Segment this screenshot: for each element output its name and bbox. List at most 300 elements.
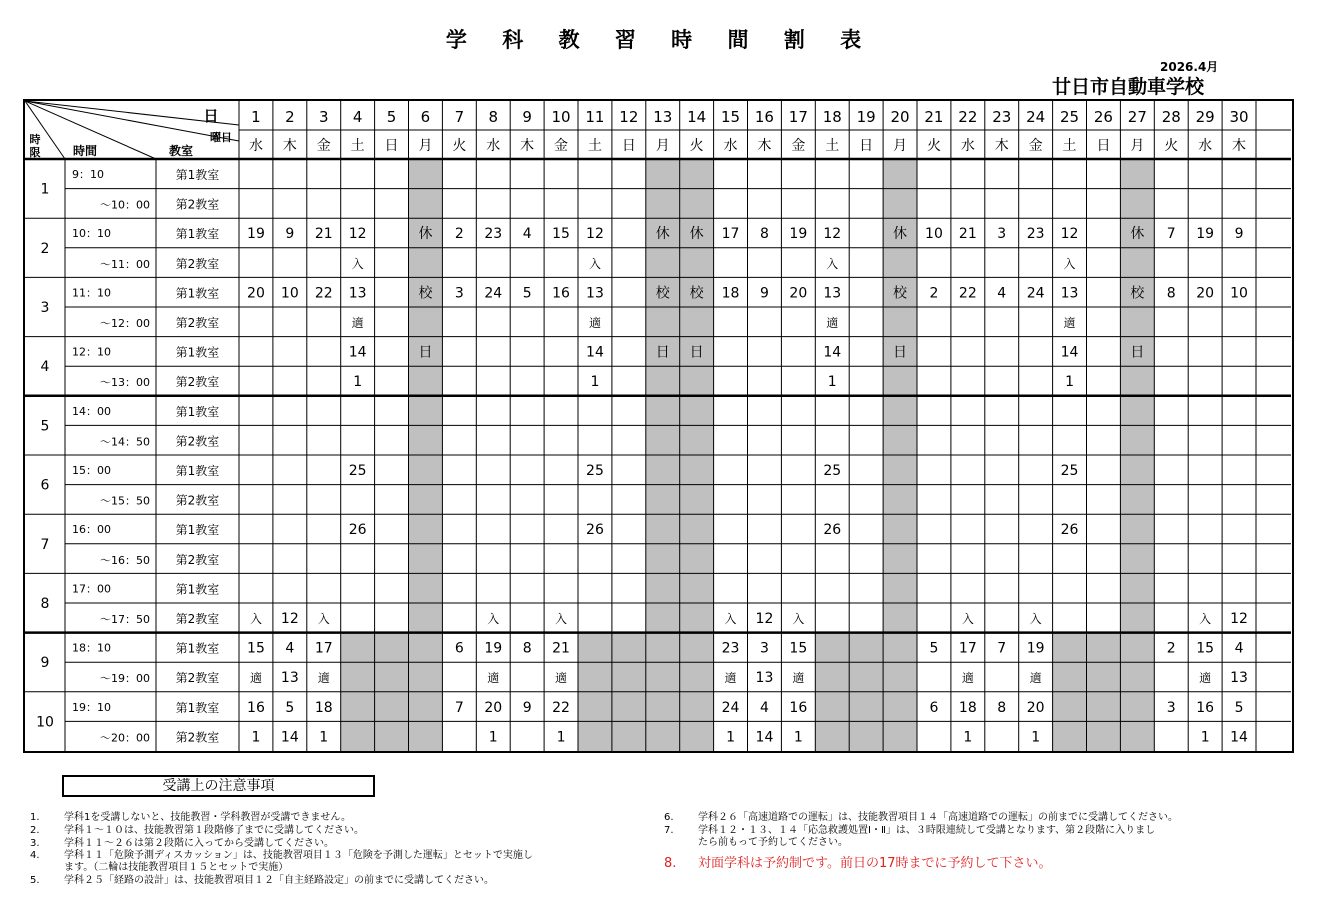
day-number: 9 — [522, 108, 532, 126]
note-number: 2. — [30, 824, 40, 836]
schedule-cell: 3 — [454, 285, 464, 302]
schedule-cell: 4 — [997, 285, 1007, 302]
schedule-cell: 10 — [280, 285, 299, 302]
schedule-cell: 21 — [314, 226, 333, 243]
note-item — [30, 825, 364, 837]
weekday-label: 木 — [1232, 138, 1247, 154]
weekday-label: 金 — [316, 138, 331, 154]
schedule-cell: 適 — [724, 671, 737, 686]
schedule-cell: 18 — [721, 285, 740, 302]
room-label: 第1教室 — [175, 345, 220, 360]
schedule-cell: 10 — [1230, 285, 1248, 302]
schedule-cell: 14 — [823, 344, 842, 361]
day-number: 20 — [890, 108, 910, 126]
note-number: 1. — [30, 812, 40, 823]
schedule-cell: 14 — [1230, 729, 1248, 746]
schedule-cell: 校 — [418, 285, 433, 302]
timetable-grid — [23, 99, 1294, 753]
weekday-label: 火 — [689, 138, 704, 154]
period-end-time: ～15：50 — [100, 494, 150, 508]
schedule-cell: 3 — [997, 226, 1007, 243]
room-label: 第2教室 — [175, 552, 220, 567]
schedule-cell: 16 — [789, 699, 808, 716]
schedule-cell: 適 — [249, 671, 262, 686]
day-number: 5 — [386, 108, 397, 126]
period-end-time: ～13：00 — [100, 376, 150, 390]
schedule-cell: 適 — [792, 671, 805, 686]
schedule-cell: 10 — [925, 226, 943, 243]
day-number: 28 — [1161, 108, 1181, 126]
day-number: 10 — [551, 108, 571, 126]
schedule-cell: 7 — [454, 699, 464, 716]
day-number: 18 — [822, 108, 842, 126]
weekday-label: 日 — [1096, 138, 1111, 154]
schedule-cell: 5 — [285, 699, 295, 716]
schedule-cell: 19 — [789, 226, 808, 243]
day-number: 22 — [958, 108, 978, 126]
schedule-cell: 13 — [823, 285, 842, 302]
period-end-time: ～12：00 — [100, 317, 150, 330]
note-reservation — [664, 856, 1052, 871]
schedule-cell: 24 — [484, 285, 503, 302]
schedule-cell: 14 — [1060, 344, 1079, 361]
day-number: 7 — [454, 108, 465, 126]
period-start-time: 12：10 — [72, 345, 111, 359]
schedule-cell: 24 — [1026, 285, 1045, 302]
schedule-cell: 23 — [1026, 226, 1045, 243]
room-label: 第2教室 — [175, 671, 220, 686]
weekday-label: 水 — [1198, 138, 1213, 154]
schedule-cell: 校 — [689, 285, 704, 302]
note-text: 対面学科は予約制です。前日の17時までに予約して下さい。 — [698, 856, 1052, 871]
schedule-cell: 1 — [726, 729, 736, 746]
weekday-label: 金 — [1028, 138, 1043, 154]
schedule-cell: 4 — [285, 640, 295, 657]
schedule-cell: 適 — [961, 671, 974, 686]
room-label: 第2教室 — [175, 197, 220, 212]
schedule-cell: 適 — [1029, 671, 1042, 686]
period-end-time: ～20：00 — [100, 731, 150, 745]
period-number: 3 — [40, 300, 50, 316]
schedule-cell: 25 — [348, 463, 367, 479]
note-number: 7. — [664, 824, 674, 836]
note-text: 学科２６「高速道路での運転」は、技能教習項目１４「高速道路での運転」の前までに受講してください。 — [698, 812, 1178, 823]
schedule-cell: 13 — [348, 285, 367, 302]
schedule-cell: 7 — [997, 640, 1007, 657]
day-number: 14 — [687, 108, 707, 126]
schedule-cell: 13 — [586, 285, 604, 302]
room-label: 第2教室 — [175, 434, 220, 449]
schedule-cell: 21 — [552, 640, 570, 657]
schedule-cell: 24 — [721, 699, 740, 716]
schedule-cell: 19 — [484, 640, 503, 657]
period-end-time: ～16：50 — [100, 553, 150, 567]
period-number: 9 — [40, 655, 50, 672]
note-text: 学科1を受講しないと、技能教習・学科教習が受講できません。 — [64, 812, 351, 823]
room-label: 第1教室 — [175, 404, 220, 419]
schedule-cell: 1 — [1065, 374, 1075, 391]
schedule-cell: 1 — [827, 374, 837, 391]
day-number: 15 — [721, 108, 741, 126]
period-number: 8 — [40, 596, 50, 612]
room-label: 第1教室 — [175, 523, 220, 538]
day-number: 3 — [318, 108, 329, 126]
schedule-cell: 1 — [319, 729, 329, 746]
schedule-cell: 22 — [314, 285, 333, 302]
schedule-cell: 4 — [759, 699, 769, 716]
schedule-cell: 19 — [247, 226, 265, 243]
schedule-cell: 15 — [247, 640, 265, 657]
period-start-time: 17：00 — [72, 582, 111, 596]
weekday-label: 月 — [893, 138, 908, 154]
note-item — [30, 812, 351, 824]
schedule-cell: 17 — [958, 640, 977, 657]
schedule-cell: 19 — [1026, 640, 1045, 657]
room-label: 第2教室 — [175, 730, 220, 745]
schedule-cell: 5 — [1234, 699, 1244, 716]
schedule-cell: 入 — [487, 612, 500, 626]
schedule-cell: 1 — [963, 729, 973, 746]
period-number: 10 — [36, 714, 54, 731]
schedule-cell: 適 — [1199, 671, 1212, 686]
weekday-label: 土 — [350, 138, 365, 154]
schedule-cell: 20 — [1196, 285, 1215, 302]
schedule-cell: 2 — [454, 226, 464, 243]
day-number: 17 — [788, 108, 808, 126]
period-number: 1 — [40, 181, 50, 198]
schedule-cell: 12 — [823, 226, 842, 243]
schedule-cell: 17 — [314, 640, 333, 657]
schedule-cell: 26 — [348, 522, 367, 539]
day-number: 12 — [619, 108, 639, 126]
room-label: 第1教室 — [175, 582, 220, 597]
schedule-cell: 25 — [1060, 463, 1079, 479]
schedule-cell: 13 — [280, 670, 299, 687]
schedule-cell: 4 — [1234, 640, 1244, 657]
weekday-label: 土 — [1062, 138, 1077, 154]
weekday-label: 火 — [1164, 138, 1179, 154]
school-name: 廿日市自動車学校 — [1052, 76, 1205, 98]
weekday-label: 木 — [282, 138, 297, 154]
note-line — [30, 812, 351, 824]
day-number: 26 — [1093, 108, 1113, 126]
day-number: 6 — [420, 108, 431, 126]
schedule-cell: 適 — [487, 671, 500, 686]
note-number: 5. — [30, 875, 40, 887]
schedule-cell: 休 — [893, 226, 908, 243]
period-number: 5 — [40, 418, 50, 435]
schedule-cell: 26 — [586, 522, 604, 539]
day-number: 25 — [1060, 108, 1080, 126]
schedule-cell: 12 — [1060, 226, 1079, 243]
notice-title: 受講上の注意事項 — [62, 775, 375, 797]
note-item — [30, 850, 533, 874]
period-number: 2 — [40, 240, 50, 257]
weekday-label: 水 — [960, 138, 975, 154]
day-number: 11 — [585, 108, 605, 126]
schedule-cell: 2 — [929, 285, 939, 302]
note-text: たら前もって予約してください。 — [698, 836, 848, 848]
schedule-cell: 休 — [689, 226, 704, 243]
weekday-label: 月 — [655, 138, 670, 154]
schedule-cell: 13 — [1060, 285, 1079, 302]
schedule-cell: 26 — [823, 522, 842, 539]
schedule-cell: 5 — [522, 285, 532, 302]
schedule-cell: 日 — [1130, 344, 1145, 361]
weekday-label: 火 — [926, 138, 941, 154]
schedule-cell: 22 — [958, 285, 977, 302]
schedule-cell: 13 — [755, 670, 774, 687]
period-end-time: ～11：00 — [100, 257, 150, 271]
schedule-cell: 適 — [317, 671, 330, 686]
time-header-label: 時間 — [72, 144, 98, 158]
schedule-cell: 26 — [1060, 522, 1079, 539]
schedule-cell: 1 — [590, 374, 600, 391]
schedule-cell: 日 — [418, 344, 433, 361]
day-number: 1 — [251, 108, 261, 126]
schedule-cell: 15 — [789, 640, 808, 657]
note-line — [30, 838, 334, 850]
schedule-cell: 18 — [314, 699, 333, 716]
schedule-cell: 9 — [759, 285, 769, 302]
period-start-time: 10：10 — [72, 227, 111, 241]
schedule-cell: 19 — [1196, 226, 1215, 243]
room-label: 第2教室 — [175, 256, 220, 271]
period-start-time: 16：00 — [72, 523, 111, 537]
schedule-cell: 1 — [793, 729, 803, 746]
room-label: 第2教室 — [175, 612, 220, 626]
day-number: 13 — [653, 108, 673, 126]
room-label: 第1教室 — [175, 168, 220, 182]
schedule-cell: 入 — [792, 612, 805, 626]
day-number: 8 — [488, 108, 499, 126]
room-label: 第1教室 — [175, 641, 220, 656]
schedule-cell: 20 — [247, 285, 265, 302]
room-label: 第1教室 — [175, 700, 220, 715]
period-start-time: 18：10 — [72, 641, 111, 655]
schedule-cell: 18 — [958, 699, 977, 716]
schedule-cell: 8 — [522, 640, 532, 657]
schedule-cell: 14 — [348, 344, 367, 361]
schedule-cell: 12 — [348, 226, 367, 243]
schedule-cell: 17 — [721, 226, 740, 243]
note-text: ます。（二輪は技能教習項目１５とセットで実施） — [64, 862, 289, 874]
schedule-cell: 3 — [759, 640, 769, 657]
schedule-cell: 9 — [522, 699, 532, 716]
period-number: 6 — [40, 477, 50, 494]
room-header-label: 教室 — [168, 144, 194, 158]
schedule-cell: 15 — [552, 226, 570, 243]
schedule-cell: 入 — [1029, 612, 1042, 626]
day-number: 2 — [285, 108, 295, 126]
schedule-cell: 1 — [251, 729, 261, 746]
period-start-time: 19：10 — [72, 700, 111, 714]
schedule-cell: 入 — [588, 256, 601, 271]
schedule-cell: 日 — [893, 344, 908, 361]
schedule-cell: 休 — [655, 226, 670, 243]
schedule-cell: 9 — [285, 226, 295, 243]
schedule-cell: 20 — [484, 699, 503, 716]
schedule-cell: 9 — [1234, 226, 1244, 243]
weekday-label: 土 — [825, 138, 840, 154]
schedule-cell: 1 — [353, 374, 363, 391]
weekday-label: 月 — [418, 138, 433, 154]
note-line — [664, 837, 1155, 849]
note-text: 学科１１～２６は第２段階に入ってから受講してください。 — [64, 837, 334, 849]
schedule-cell: 20 — [1026, 699, 1045, 716]
schedule-cell: 8 — [759, 226, 769, 243]
schedule-cell: 12 — [280, 611, 299, 627]
timetable-svg — [25, 101, 1291, 751]
schedule-cell: 22 — [552, 699, 570, 716]
schedule-cell: 1 — [488, 729, 498, 746]
weekday-label: 火 — [452, 138, 467, 154]
schedule-month: 2026.4月 — [1160, 60, 1219, 74]
schedule-cell: 6 — [454, 640, 464, 657]
period-start-time: 11：10 — [72, 286, 111, 300]
day-number: 19 — [856, 108, 876, 126]
schedule-cell: 12 — [586, 226, 604, 243]
period-start-time: 9：10 — [72, 168, 104, 181]
schedule-cell: 入 — [249, 612, 262, 626]
schedule-cell: 14 — [755, 729, 774, 746]
room-label: 第1教室 — [175, 464, 220, 478]
page-title: 学 科 教 習 時 間 割 表 — [445, 28, 876, 52]
schedule-cell: 入 — [555, 612, 568, 626]
schedule-cell: 7 — [1166, 226, 1176, 243]
schedule-cell: 適 — [588, 316, 601, 330]
schedule-cell: 23 — [721, 640, 740, 657]
schedule-cell: 校 — [893, 285, 908, 302]
schedule-cell: 校 — [655, 285, 670, 302]
schedule-cell: 25 — [823, 463, 842, 479]
period-header-label: 限 — [29, 146, 41, 159]
note-number: 3. — [30, 837, 40, 849]
day-number: 4 — [352, 108, 363, 126]
note-line — [664, 812, 1178, 824]
room-label: 第2教室 — [175, 493, 220, 508]
schedule-cell: 14 — [280, 729, 299, 746]
day-number: 29 — [1195, 108, 1215, 126]
weekday-label: 日 — [859, 138, 874, 154]
note-item — [664, 812, 1178, 824]
schedule-cell: 入 — [1199, 612, 1212, 626]
schedule-cell: 20 — [789, 285, 808, 302]
schedule-cell: 1 — [1031, 729, 1041, 746]
period-start-time: 14：00 — [72, 404, 111, 418]
schedule-cell: 6 — [929, 699, 939, 716]
schedule-cell: 1 — [1200, 729, 1210, 746]
note-number: 4. — [30, 850, 40, 862]
weekday-label: 日 — [384, 138, 399, 154]
schedule-cell: 入 — [1063, 256, 1076, 271]
weekday-label: 金 — [554, 138, 569, 154]
period-number: 7 — [40, 536, 50, 553]
schedule-cell: 適 — [826, 316, 839, 330]
weekday-header-label: 曜日 — [210, 131, 232, 144]
note-text: 学科２５「経路の設計」は、技能教習項目１２「自主経路設定」の前までに受講してください。 — [64, 875, 494, 887]
note-line — [30, 850, 533, 862]
weekday-label: 水 — [486, 138, 501, 154]
schedule-cell: 適 — [1063, 316, 1076, 330]
schedule-cell: 3 — [1166, 699, 1176, 716]
schedule-cell: 2 — [1166, 640, 1176, 657]
period-end-time: ～19：00 — [100, 672, 150, 686]
schedule-cell: 16 — [552, 285, 570, 302]
schedule-cell: 休 — [418, 226, 433, 243]
schedule-cell: 12 — [755, 611, 774, 627]
schedule-cell: 適 — [555, 671, 568, 686]
room-label: 第2教室 — [175, 375, 220, 390]
period-header-label: 時 — [29, 133, 41, 146]
period-number: 4 — [40, 359, 50, 376]
note-line — [30, 862, 533, 874]
schedule-cell: 12 — [1230, 611, 1248, 627]
weekday-label: 月 — [1130, 138, 1145, 154]
weekday-label: 水 — [723, 138, 738, 154]
schedule-cell: 21 — [958, 226, 977, 243]
weekday-label: 金 — [791, 138, 806, 154]
day-number: 24 — [1026, 108, 1046, 126]
day-number: 21 — [924, 108, 944, 126]
schedule-cell: 25 — [586, 463, 604, 479]
note-line — [30, 875, 494, 887]
weekday-label: 木 — [757, 138, 772, 154]
schedule-cell: 4 — [522, 226, 532, 243]
schedule-cell: 日 — [689, 344, 704, 361]
schedule-cell: 入 — [351, 256, 364, 271]
schedule-cell: 13 — [1230, 670, 1248, 687]
note-item — [30, 875, 494, 887]
weekday-label: 水 — [248, 138, 263, 154]
schedule-cell: 入 — [317, 612, 330, 626]
weekday-label: 木 — [994, 138, 1009, 154]
day-number: 16 — [754, 108, 774, 126]
schedule-cell: 1 — [556, 729, 566, 746]
note-text: 学科１２・１３、１４「応急救護処置Ⅰ・Ⅱ」は、３時限連続して受講となります、第２段階に入りまし — [698, 824, 1156, 836]
weekday-label: 日 — [621, 138, 636, 154]
day-number: 30 — [1229, 108, 1249, 126]
schedule-cell: 16 — [1196, 699, 1215, 716]
note-item — [664, 825, 1155, 849]
schedule-cell: 8 — [1166, 285, 1176, 302]
schedule-cell: 14 — [586, 344, 604, 361]
room-label: 第1教室 — [175, 227, 220, 242]
schedule-cell: 入 — [724, 612, 737, 626]
note-text: 学科１～１０は、技能教習第１段階修了までに受講してください。 — [64, 824, 364, 836]
day-header-label: 日 — [203, 107, 219, 125]
schedule-cell: 校 — [1130, 285, 1145, 302]
period-end-time: ～17：50 — [100, 613, 150, 626]
schedule-cell: 16 — [247, 699, 265, 716]
weekday-label: 木 — [520, 138, 535, 154]
note-line — [30, 825, 364, 837]
period-end-time: ～14：50 — [100, 435, 150, 449]
period-end-time: ～10：00 — [100, 198, 150, 212]
room-label: 第1教室 — [175, 286, 220, 301]
schedule-cell: 休 — [1130, 226, 1145, 243]
note-number: 6. — [664, 812, 674, 823]
room-label: 第2教室 — [175, 316, 220, 330]
note-text: 学科１１「危険予測ディスカッション」は、技能教習項目１３「危険を予測した運転」とセットで実施し — [64, 850, 533, 862]
schedule-cell: 8 — [997, 699, 1007, 716]
day-number: 23 — [992, 108, 1012, 126]
note-number: 8. — [664, 856, 677, 871]
schedule-cell: 23 — [484, 226, 503, 243]
schedule-cell: 日 — [655, 344, 670, 361]
schedule-cell: 5 — [929, 640, 939, 657]
schedule-cell: 入 — [961, 612, 974, 626]
